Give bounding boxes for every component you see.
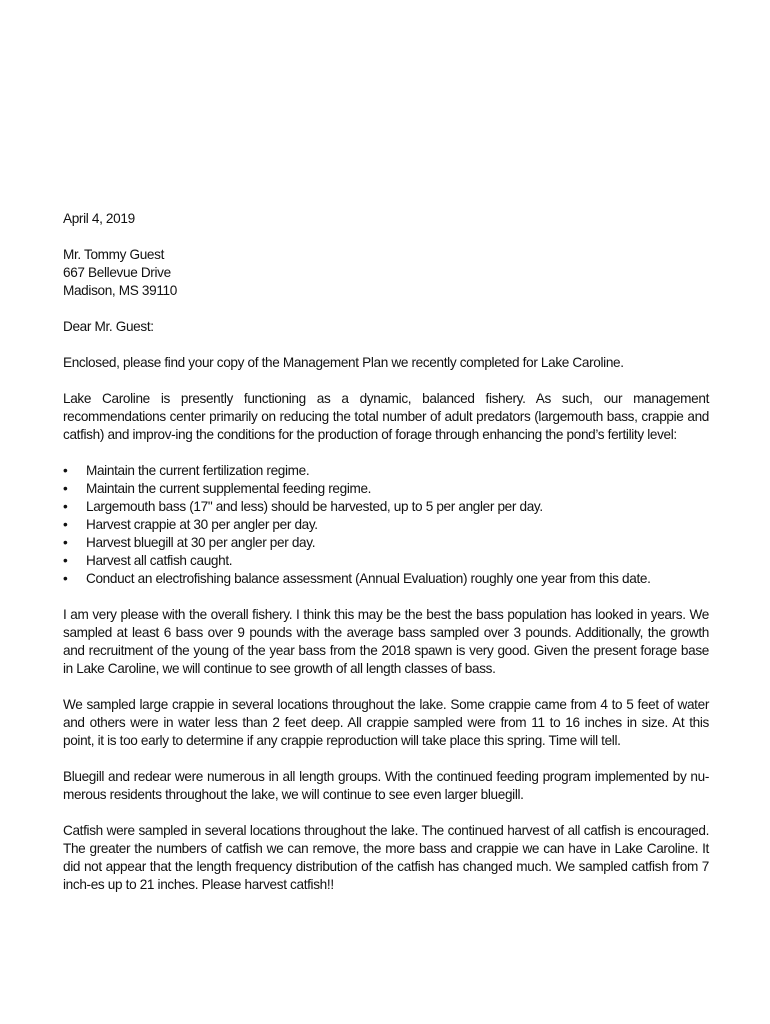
letter-date: April 4, 2019 — [63, 211, 135, 226]
recommendation-text: Largemouth bass (17" and less) should be harvested, up to 5 per angler per day. — [86, 499, 543, 514]
crappie-paragraph: We sampled large crappie in several locations throughout the lake. Some crappie came from 4 to 5 feet of water and others were in water less than 2 feet deep. All crappie sampled were from 11 to 16 inches in size. At this point, it is too early to determine if any crappie reproduction will take place this spring. Time will tell. — [63, 697, 709, 748]
bullet-icon: • — [63, 499, 68, 514]
recommendation-text: Harvest bluegill at 30 per angler per day. — [86, 535, 316, 550]
recommendation-text: Maintain the current supplemental feeding regime. — [86, 481, 372, 496]
list-item — [63, 498, 709, 516]
bullet-icon: • — [63, 463, 68, 478]
recipient-city: Madison, MS 39110 — [63, 283, 177, 298]
bass-paragraph: I am very please with the overall fishery. I think this may be the best the bass population has looked in years. We sampled at least 6 bass over 9 pounds with the average bass sampled over 3 pounds. Additionally, the growth and recruitment of the young of the year bass from the 2018 spawn is very good. Given the present forage base in Lake Caroline, we will continue to see growth of all length classes of bass. — [63, 607, 709, 676]
list-item — [63, 534, 709, 552]
recommendations-list — [63, 462, 709, 588]
bullet-icon: • — [63, 553, 68, 568]
catfish-paragraph: Catfish were sampled in several locations throughout the lake. The continued harvest of all catfish is encouraged. The greater the numbers of catfish we can remove, the more bass and crappie we can have in Lake Caroline. It did not appear that the length frequency distribution of the catfish has changed much. We sampled catfish from 7 inch-es up to 21 inches. Please harvest catfish!! — [63, 823, 709, 892]
recommendation-text: Harvest all catfish caught. — [86, 553, 233, 568]
bullet-icon: • — [63, 481, 68, 496]
list-item — [63, 516, 709, 534]
recipient-name: Mr. Tommy Guest — [63, 247, 165, 262]
list-item — [63, 462, 709, 480]
recommendation-text: Conduct an electrofishing balance assessment (Annual Evaluation) roughly one year from this date. — [86, 571, 651, 586]
bluegill-paragraph: Bluegill and redear were numerous in all length groups. With the continued feeding program implemented by nu-merous residents throughout the lake, we will continue to see even larger bluegill. — [63, 769, 709, 802]
salutation: Dear Mr. Guest: — [63, 319, 154, 334]
intro-paragraph: Enclosed, please find your copy of the Management Plan we recently completed for Lake Caroline. — [63, 355, 624, 370]
bullet-icon: • — [63, 535, 68, 550]
letter-body — [63, 210, 709, 912]
list-item — [63, 552, 709, 570]
status-paragraph: Lake Caroline is presently functioning as a dynamic, balanced fishery. As such, our management recommendations center primarily on reducing the total number of adult predators (largemouth bass, crappie and catfish) and improv-ing the conditions for the production of forage through enhancing the pond’s fertility level: — [63, 391, 709, 442]
bullet-icon: • — [63, 571, 68, 586]
recommendation-text: Maintain the current fertilization regime. — [86, 463, 310, 478]
recipient-address — [63, 246, 709, 300]
recommendation-text: Harvest crappie at 30 per angler per day. — [86, 517, 318, 532]
bullet-icon: • — [63, 517, 68, 532]
list-item — [63, 480, 709, 498]
recipient-street: 667 Bellevue Drive — [63, 265, 171, 280]
list-item — [63, 570, 709, 588]
